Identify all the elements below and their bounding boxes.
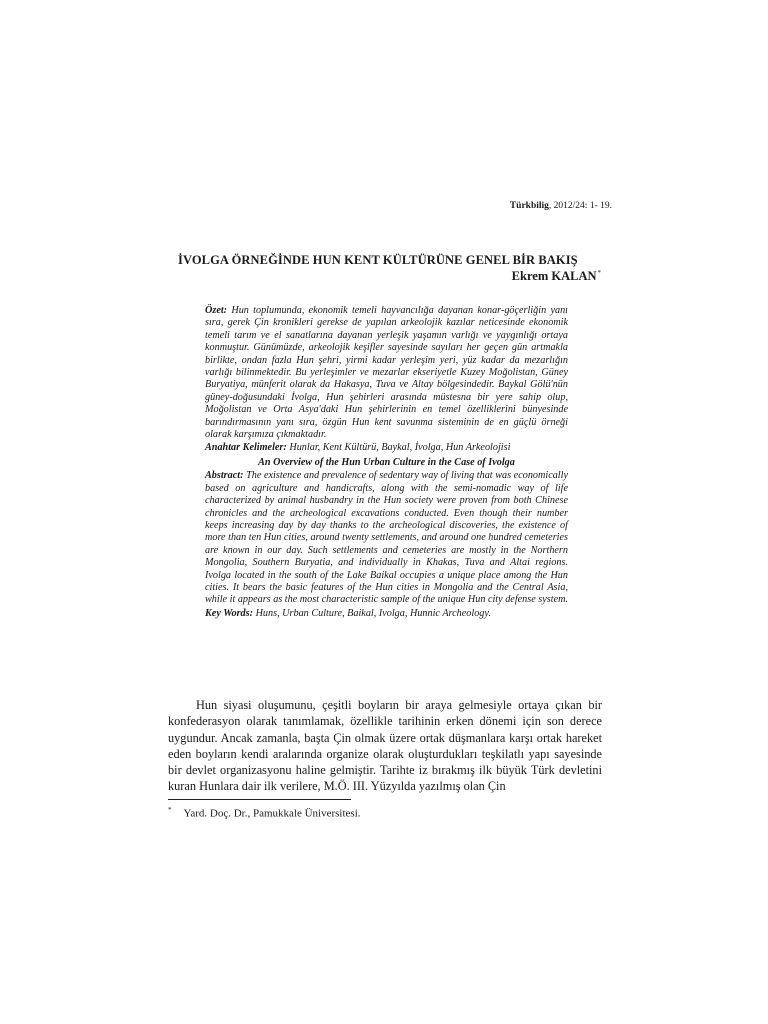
footnote-text: Yard. Doç. Dr., Pamukkale Üniversitesi. [183,807,361,820]
key-words-label: Key Words: [205,607,254,619]
turkish-keywords [205,442,568,454]
author-line [512,269,601,284]
abstracts [205,305,568,620]
key-words-text: Huns, Urban Culture, Baikal, Ivolga, Hunnic Archeology. [253,607,491,619]
english-title: An Overview of the Hun Urban Culture in the Case of Ivolga [258,456,515,468]
turkish-abstract [205,305,568,441]
author-name: Ekrem KALAN [511,269,597,284]
footnote-mark: * [168,806,172,814]
abstract-text: The existence and prevalence of sedentary way of living that was economically based on agriculture and handicrafts, along with the semi-nomadic way of life characterized by animal husbandry in the Hun society were proven from both Chinese chronicles and the archeological excavations conducted. Even though their number keeps increasing day by day thanks to the archeological discoveries, the existence of more than ten Hun cities, around twenty settlements, and around one hundred cemeteries are known in our day. Such settlements and cemeteries are mostly in the Northern Mongolia, Southern Buryatia, and individually in Khakas, Tuva and Altai regions. Ivolga located in the south of the Lake Baikal occupies a unique place among the Hun cities. It bears the basic features of the Hun cities in Mongolia and the Central Asia, while it appears as the most characteristic sample of the unique Hun city defense system. [205,470,569,606]
english-keywords [205,608,568,620]
body-paragraph: Hun siyasi oluşumunu, çeşitli boyların bir araya gelmesiyle ortaya çıkan bir konfederasyon olarak tanımlamak, özellikle tarihinin erken dönemi için son derece uygundur. Ancak zamanla, başta Çin olmak üzere ortak düşmanlara karşı ortak hareket eden boyların kendi aralarında organize olarak oluşturdukları teşkilatlı yapı sayesinde bir devlet organizasyonu haline gelmiştir. Tarihte iz bırakmış ilk büyük Türk devletini kuran Hunlara dair ilk verilere, M.Ö. III. Yüzyılda yazılmış olan Çin [168,698,602,794]
article-title: İVOLGA ÖRNEĞİNDE HUN KENT KÜLTÜRÜNE GENEL BİR BAKIŞ [178,253,578,267]
author-footnote-mark: * [597,269,601,277]
english-abstract [205,470,568,606]
citation-details: , 2012/24: 1- 19. [548,201,612,211]
journal-citation [510,201,612,211]
abstract-label: Abstract: [205,470,244,482]
journal-name: Türkbilig [509,201,549,211]
ozet-text: Hun toplumunda, ekonomik temeli hayvancılığa dayanan konar-göçerliğin yanı sıra, gerek Çin kronikleri gerekse de yapılan arkeolojik kazılar neticesinde ekonomik temeli tarım ve el sanatlarına dayanan yerleşik yaşamın varlığı ve yaygınlığı ortaya konmuştur. Günümüzde, arkeolojik keşifler sayesinde sayıları her geçen gün artmakla birlikte, ondan fazla Hun şehri, yirmi kadar yerleşim yeri, yüz kadar da mezarlığın varlığı bilinmektedir. Bu yerleşimler ve mezarlar ekseriyetle Kuzey Moğolistan, Güney Buryatiya, münferit olarak da Hakasya, Tuva ve Altay bölgesindedir. Baykal Gölü'nün güney-doğusundaki İvolga, Hun şehirleri arasında müstesna bir yere sahip olup, Moğolistan ve Orta Asya'daki Hun şehirlerinin en temel özelliklerini bünyesinde barındırmasının yanı sıra, özgün Hun kent savunma sisteminin de en güçlü örneği olarak karşımıza çıkmaktadır. [205,305,568,441]
anahtar-kelimeler-label: Anahtar Kelimeler: [205,442,287,454]
footnote-divider [168,799,351,800]
ozet-label: Özet: [205,305,228,316]
anahtar-kelimeler-text: Hunlar, Kent Kültürü, Baykal, İvolga, Hun Arkeolojisi [286,442,511,454]
body-text [168,697,602,795]
footnote [168,806,361,820]
